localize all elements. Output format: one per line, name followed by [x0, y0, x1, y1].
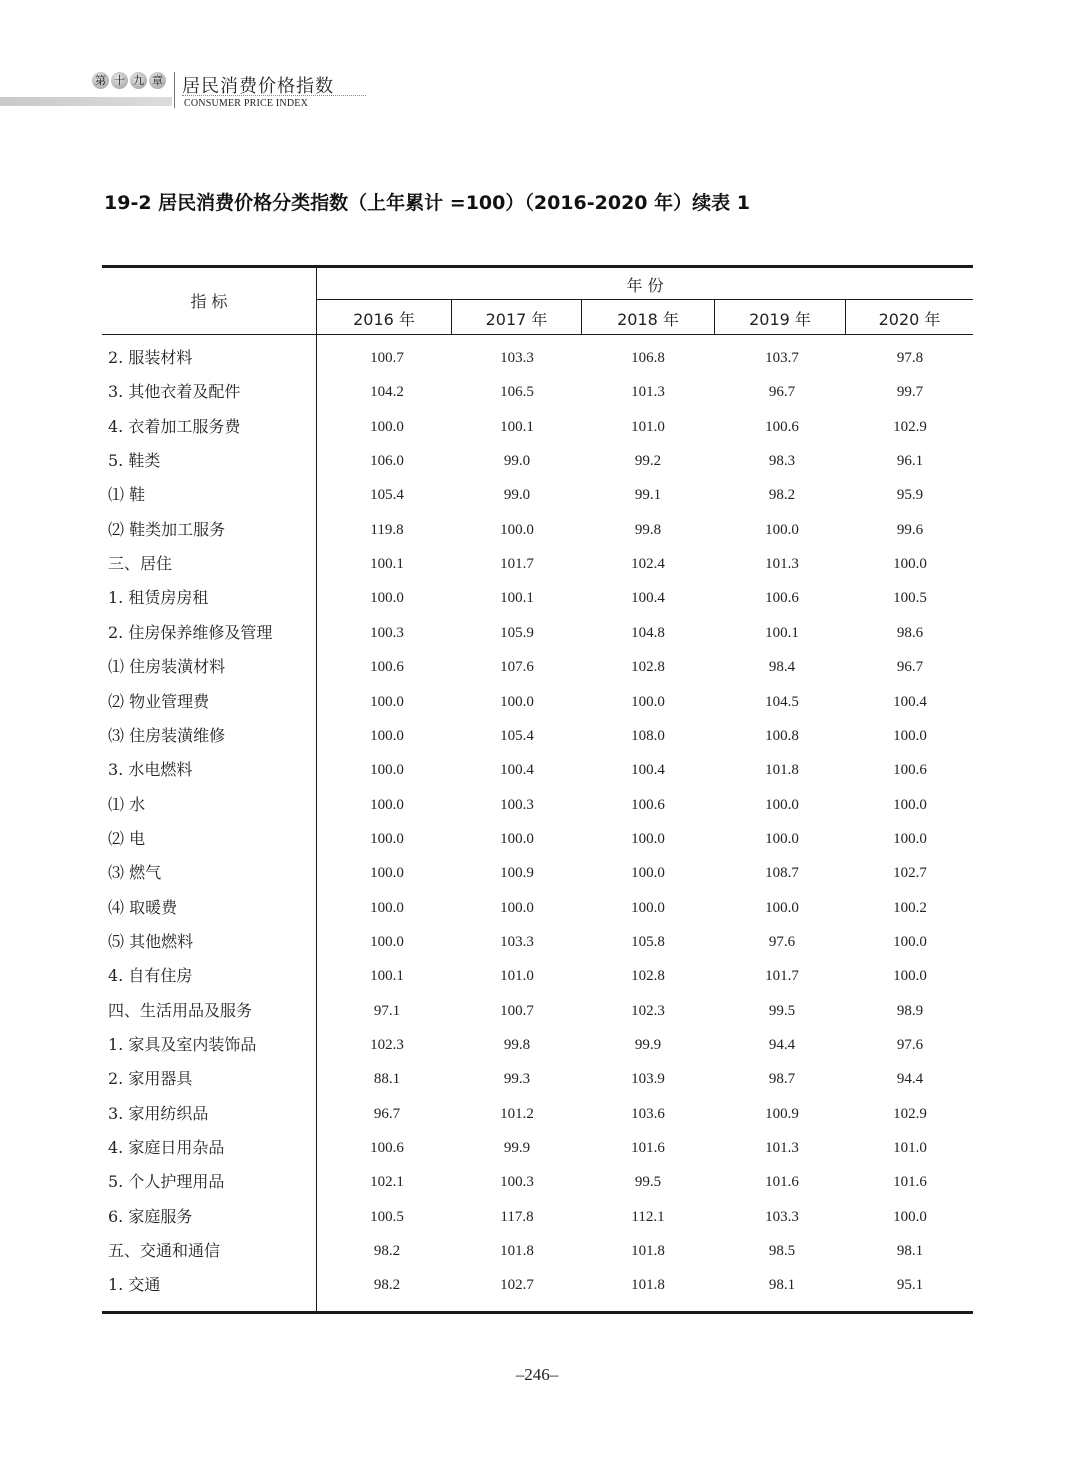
value-cell: 103.7: [765, 350, 799, 366]
table-row: [102, 891, 973, 925]
value-cell: 100.0: [370, 796, 404, 813]
value-cell: 100.4: [500, 762, 534, 779]
value-cell: 94.4: [768, 1037, 796, 1053]
chapter-char: 章: [149, 72, 166, 89]
value-cell: 100.6: [765, 590, 799, 607]
table-row: [102, 925, 973, 959]
value-cell: 105.4: [500, 727, 534, 744]
row-label: ⑶ 燃气: [108, 863, 162, 883]
value-cell: 103.3: [500, 933, 534, 950]
value-cell: 88.1: [373, 1071, 401, 1088]
table-row: [102, 753, 973, 787]
row-label: ⑸ 其他燃料: [108, 931, 194, 951]
table-row: [102, 375, 973, 409]
value-cell: 100.0: [370, 830, 404, 847]
value-cell: 100.6: [631, 796, 665, 813]
table-row: [102, 1131, 973, 1165]
value-cell: 100.0: [500, 830, 534, 847]
value-cell: 100.6: [370, 659, 404, 676]
value-cell: 100.0: [893, 796, 927, 813]
value-cell: 101.3: [765, 1140, 799, 1157]
value-cell: 100.8: [765, 727, 799, 744]
table-row: [102, 1165, 973, 1199]
row-label: 四、生活用品及服务: [108, 1000, 253, 1020]
value-cell: 100.0: [370, 727, 404, 744]
chapter-subtitle: CONSUMER PRICE INDEX: [184, 98, 309, 109]
table-bottom-rule: [102, 1311, 973, 1314]
row-label: 4. 自有住房: [108, 966, 193, 986]
value-cell: 100.1: [370, 556, 404, 573]
row-label: ⑴ 住房装潢材料: [108, 657, 226, 677]
row-label: ⑵ 物业管理费: [108, 691, 210, 711]
value-cell: 99.3: [503, 1071, 531, 1088]
value-cell: 102.4: [631, 556, 665, 573]
value-cell: 100.0: [893, 556, 927, 573]
value-cell: 98.1: [896, 1243, 924, 1260]
row-label: 2. 家用器具: [108, 1069, 193, 1089]
value-cell: 96.7: [896, 659, 924, 676]
value-cell: 97.6: [896, 1037, 924, 1053]
row-label: 3. 水电燃料: [108, 760, 193, 780]
value-cell: 99.9: [634, 1037, 662, 1053]
value-cell: 100.3: [500, 796, 534, 813]
value-cell: 101.6: [893, 1174, 927, 1191]
row-label: ⑶ 住房装潢维修: [108, 725, 226, 745]
year-column-header: 2017 年: [485, 310, 548, 329]
row-label: 2. 服装材料: [108, 348, 193, 367]
value-cell: 104.8: [631, 624, 665, 641]
value-cell: 100.0: [370, 899, 404, 916]
value-cell: 98.5: [768, 1243, 796, 1260]
value-cell: 98.1: [768, 1277, 796, 1294]
value-cell: 105.8: [631, 933, 665, 950]
value-cell: 107.6: [500, 659, 534, 676]
row-label: 5. 鞋类: [108, 451, 161, 471]
table-title: 19-2 居民消费价格分类指数（上年累计 =100）（2016-2020 年）续表 1: [104, 192, 750, 214]
value-cell: 100.0: [631, 693, 665, 710]
table-row: [102, 478, 973, 512]
value-cell: 96.7: [768, 384, 796, 401]
value-cell: 100.4: [631, 762, 665, 779]
value-cell: 98.6: [896, 624, 924, 641]
value-cell: 100.2: [893, 899, 927, 916]
value-cell: 98.3: [768, 453, 796, 470]
table-row: [102, 994, 973, 1028]
year-column-header: 2019 年: [749, 310, 811, 329]
row-label: 1. 家具及室内装饰品: [108, 1035, 257, 1054]
value-cell: 97.1: [373, 1002, 401, 1019]
table-row: [102, 1097, 973, 1131]
header-band: [0, 97, 172, 106]
value-cell: 102.9: [893, 1105, 927, 1122]
value-cell: 105.9: [500, 624, 534, 641]
table-row: [102, 719, 973, 753]
chapter-title: 居民消费价格指数: [182, 76, 334, 97]
value-cell: 98.2: [768, 487, 796, 504]
value-cell: 100.0: [370, 762, 404, 779]
value-cell: 100.0: [500, 521, 534, 538]
value-cell: 100.0: [631, 865, 665, 882]
value-cell: 100.0: [370, 865, 404, 882]
value-cell: 101.0: [631, 418, 665, 435]
value-cell: 103.6: [631, 1105, 665, 1122]
value-cell: 100.4: [631, 590, 665, 607]
row-label: 3. 家用纺织品: [108, 1103, 209, 1123]
value-cell: 100.4: [893, 693, 927, 710]
value-cell: 99.0: [503, 487, 531, 504]
value-cell: 101.2: [500, 1105, 534, 1122]
value-cell: 100.9: [500, 865, 534, 882]
value-cell: 96.7: [373, 1105, 401, 1122]
value-cell: 102.8: [631, 659, 665, 676]
value-cell: 106.5: [500, 384, 534, 401]
value-cell: 100.0: [631, 899, 665, 916]
value-cell: 101.3: [765, 556, 799, 573]
year-header-rule: [317, 299, 973, 300]
value-cell: 101.8: [631, 1243, 665, 1260]
value-cell: 100.7: [370, 350, 404, 366]
value-cell: 101.0: [893, 1140, 927, 1157]
value-cell: 104.5: [765, 693, 799, 710]
row-label: 2. 住房保养维修及管理: [108, 622, 273, 642]
value-cell: 106.8: [631, 350, 665, 366]
value-cell: 100.7: [500, 1002, 534, 1019]
table-row: [102, 341, 973, 375]
value-cell: 98.4: [768, 659, 796, 676]
value-cell: 119.8: [370, 521, 404, 538]
table-row: [102, 788, 973, 822]
value-cell: 100.0: [765, 899, 799, 916]
chapter-char: 九: [130, 72, 147, 89]
value-cell: 100.1: [370, 968, 404, 985]
value-cell: 100.0: [893, 727, 927, 744]
table-row: [102, 547, 973, 581]
table-row: [102, 444, 973, 478]
value-cell: 108.7: [765, 865, 799, 882]
value-cell: 100.0: [370, 590, 404, 607]
row-label: ⑵ 鞋类加工服务: [108, 519, 226, 539]
value-cell: 102.9: [893, 418, 927, 435]
value-cell: 100.5: [893, 590, 927, 607]
header-divider: [174, 72, 175, 108]
table-row: [102, 959, 973, 993]
chapter-char: 十: [111, 72, 128, 89]
value-cell: 99.6: [896, 521, 924, 538]
value-cell: 105.4: [370, 487, 404, 504]
year-header: 年 份: [626, 276, 664, 295]
value-cell: 100.0: [765, 521, 799, 538]
table-row: [102, 822, 973, 856]
value-cell: 100.0: [765, 796, 799, 813]
value-cell: 100.0: [370, 693, 404, 710]
indicator-header: 指 标: [190, 292, 228, 311]
value-cell: 101.8: [631, 1277, 665, 1294]
value-cell: 100.6: [765, 418, 799, 435]
value-cell: 100.9: [765, 1105, 799, 1122]
value-cell: 98.2: [373, 1277, 401, 1294]
value-cell: 106.0: [370, 453, 404, 470]
value-cell: 101.7: [765, 968, 799, 985]
row-label: 3. 其他衣着及配件: [108, 382, 241, 402]
value-cell: 100.1: [500, 418, 534, 435]
table-row: [102, 1028, 973, 1062]
table-row: [102, 616, 973, 650]
value-cell: 104.2: [370, 384, 404, 401]
value-cell: 103.9: [631, 1071, 665, 1088]
value-cell: 100.5: [370, 1208, 404, 1225]
value-cell: 99.8: [503, 1037, 531, 1053]
row-label: 三、居住: [108, 554, 173, 574]
value-cell: 101.3: [631, 384, 665, 401]
table-row: [102, 856, 973, 890]
value-cell: 97.8: [896, 350, 924, 366]
value-cell: 100.0: [631, 830, 665, 847]
value-cell: 95.9: [896, 487, 924, 504]
value-cell: 96.1: [896, 453, 924, 470]
value-cell: 98.7: [768, 1071, 796, 1088]
value-cell: 100.1: [500, 590, 534, 607]
value-cell: 98.9: [896, 1002, 924, 1019]
value-cell: 100.0: [500, 899, 534, 916]
value-cell: 100.0: [500, 693, 534, 710]
table-row: [102, 650, 973, 684]
value-cell: 101.6: [631, 1140, 665, 1157]
value-cell: 102.7: [893, 865, 927, 882]
value-cell: 99.5: [768, 1002, 796, 1019]
year-column-header: 2018 年: [617, 310, 679, 329]
value-cell: 108.0: [631, 727, 665, 744]
row-label: ⑵ 电: [108, 828, 146, 848]
row-label: 五、交通和通信: [108, 1241, 221, 1261]
table-top-rule: [102, 265, 973, 268]
value-cell: 99.9: [503, 1140, 531, 1157]
value-cell: 102.1: [370, 1174, 404, 1191]
value-cell: 100.0: [893, 933, 927, 950]
value-cell: 100.0: [370, 418, 404, 435]
value-cell: 100.0: [893, 1208, 927, 1225]
table-row: [102, 1062, 973, 1096]
row-label: ⑴ 鞋: [108, 485, 146, 505]
table-row: [102, 1268, 973, 1302]
value-cell: 100.0: [765, 830, 799, 847]
value-cell: 95.1: [896, 1277, 924, 1294]
row-label: ⑴ 水: [108, 794, 146, 814]
value-cell: 100.0: [370, 933, 404, 950]
year-column-header: 2016 年: [353, 310, 415, 329]
header-bottom-rule: [102, 334, 973, 335]
row-label: 4. 家庭日用杂品: [108, 1138, 225, 1158]
value-cell: 102.3: [370, 1037, 404, 1053]
value-cell: 99.5: [634, 1174, 662, 1191]
row-label: ⑷ 取暖费: [108, 897, 178, 917]
value-cell: 101.8: [765, 762, 799, 779]
value-cell: 99.7: [896, 384, 924, 401]
row-label: 4. 衣着加工服务费: [108, 416, 241, 436]
value-cell: 101.7: [500, 556, 534, 573]
value-cell: 101.6: [765, 1174, 799, 1191]
table-row: [102, 581, 973, 615]
value-cell: 99.2: [634, 453, 662, 470]
value-cell: 101.0: [500, 968, 534, 985]
table-row: [102, 513, 973, 547]
value-cell: 99.8: [634, 521, 662, 538]
value-cell: 100.0: [893, 968, 927, 985]
value-cell: 94.4: [896, 1071, 924, 1088]
row-label: 5. 个人护理用品: [108, 1172, 225, 1192]
value-cell: 112.1: [631, 1208, 665, 1225]
chapter-badge: [92, 72, 166, 89]
value-cell: 102.3: [631, 1002, 665, 1019]
table-row: [102, 1234, 973, 1268]
value-cell: 102.7: [500, 1277, 534, 1294]
table-row: [102, 685, 973, 719]
value-cell: 100.6: [370, 1140, 404, 1157]
chapter-char: 第: [92, 72, 109, 89]
year-column-header: 2020 年: [878, 310, 941, 329]
value-cell: 100.6: [893, 762, 927, 779]
value-cell: 103.3: [765, 1208, 799, 1225]
value-cell: 99.1: [634, 487, 662, 504]
value-cell: 101.8: [500, 1243, 534, 1260]
value-cell: 100.0: [893, 830, 927, 847]
row-label: 1. 交通: [108, 1275, 161, 1295]
value-cell: 103.3: [500, 350, 534, 366]
table-row: [102, 1200, 973, 1234]
value-cell: 102.8: [631, 968, 665, 985]
value-cell: 97.6: [768, 933, 796, 950]
row-label: 6. 家庭服务: [108, 1206, 193, 1226]
value-cell: 100.3: [500, 1174, 534, 1191]
value-cell: 117.8: [500, 1208, 534, 1225]
row-label: 1. 租赁房房租: [108, 588, 209, 608]
header-dotted-rule: [182, 95, 366, 96]
value-cell: 100.1: [765, 624, 799, 641]
page-number: –246–: [515, 1365, 559, 1384]
value-cell: 99.0: [503, 453, 531, 470]
value-cell: 100.3: [370, 624, 404, 641]
value-cell: 98.2: [373, 1243, 401, 1260]
table-row: [102, 410, 973, 444]
